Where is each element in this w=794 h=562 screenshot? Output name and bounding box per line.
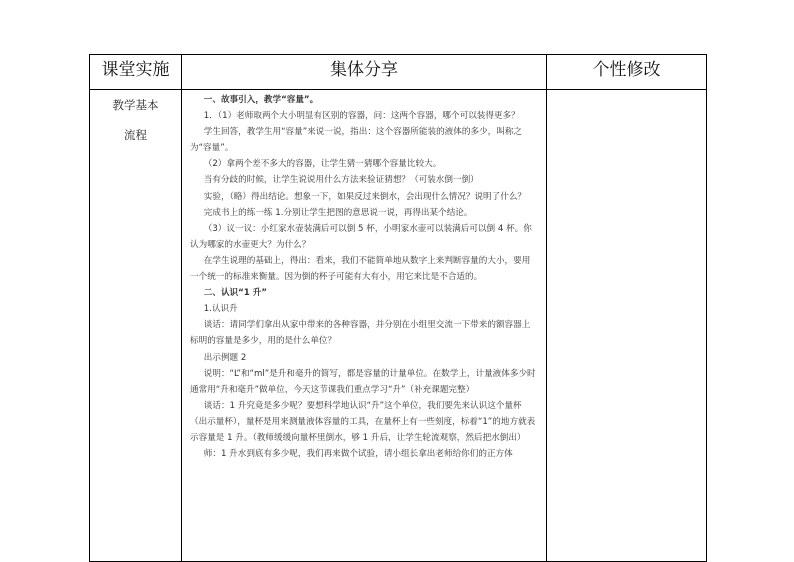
section-label-cell (90, 90, 182, 562)
content-paragraph: （2）拿两个差不多大的容器，让学生猜一猜哪个容量比较大。 (203, 159, 442, 170)
content-paragraph: 学生回答，教学生用“容量”来说一说，指出：这个容器所能装的液体的多少，叫称之为“容量”。 (190, 127, 523, 154)
header-personal-revision: 个性修改 (547, 55, 707, 90)
content-paragraph: 1.认识升 (203, 304, 238, 315)
content-paragraph: 完成书上的练一练 1.分别让学生把图的意思说一说，再得出某个结论。 (203, 207, 473, 218)
section-label-line2: 流程 (124, 128, 147, 142)
content-row (90, 90, 707, 562)
content-paragraph: 谈话：1 升究竟是多少呢？要想科学地认识“升”这个单位，我们要先来认识这个量杯（出示量杯），量杯是用来测量液体容量的工具，在量杯上有一些刻度，标着“1”的地方就表示容量是 1 升。（教师缓缓向量杯里倒水，够 1 升后，让学生轮流观察，然后把水倒出） (190, 400, 536, 443)
header-row (90, 55, 707, 90)
content-paragraph: 一、故事引入，教学“容量”。 (203, 95, 319, 105)
collective-sharing-cell (182, 90, 547, 562)
content-paragraph: 1．（1）老师取两个大小明显有区别的容器，问：这两个容器，哪个可以装得更多？ (203, 111, 520, 122)
content-paragraph: 谈话：请同学们拿出从家中带来的各种容器，并分别在小组里交流一下带来的额容器上标明的容量是多少，用的是什么单位？ (190, 320, 531, 347)
content-paragraph: 当有分歧的时候，让学生说说用什么方法来验证猜想？（可装水倒一倒） (203, 175, 479, 186)
section-label-line1: 教学基本 (112, 98, 159, 112)
content-paragraph: 二、认识“1 升” (203, 288, 267, 299)
content-paragraph: 师：1 升水到底有多少呢，我们再来做个试验，请小组长拿出老师给你们的正方体 (203, 449, 513, 460)
content-paragraph: 实验，（略）得出结论。想象一下，如果反过来倒水，会出现什么情况？说明了什么？ (203, 191, 527, 202)
lesson-body-text (182, 90, 546, 561)
content-paragraph: 在学生说理的基础上，得出：看来，我们不能简单地从数字上来判断容量的大小，要用一个统一的标准来衡量。因为倒的杯子可能有大有小，用它来比是不合适的。 (190, 255, 531, 283)
header-collective-sharing: 集体分享 (182, 55, 547, 90)
content-paragraph: （3）议一议：小红家水壶装满后可以倒 5 杯，小明家水壶可以装满后可以倒 4 杯。你认为哪家的水壶更大？为什么？ (190, 223, 532, 250)
personal-revision-cell (547, 90, 707, 562)
lesson-plan-table (89, 54, 707, 562)
content-paragraph: 说明：“L”和“ml”是升和毫升的简写，都是容量的计量单位。在数学上，计量液体多少时通常用“升和毫升”做单位，今天这节课我们重点学习“升”（补充课题完整） (190, 368, 536, 395)
header-classroom-implementation: 课堂实施 (90, 55, 182, 90)
content-paragraph: 出示例题 2 (203, 352, 247, 363)
